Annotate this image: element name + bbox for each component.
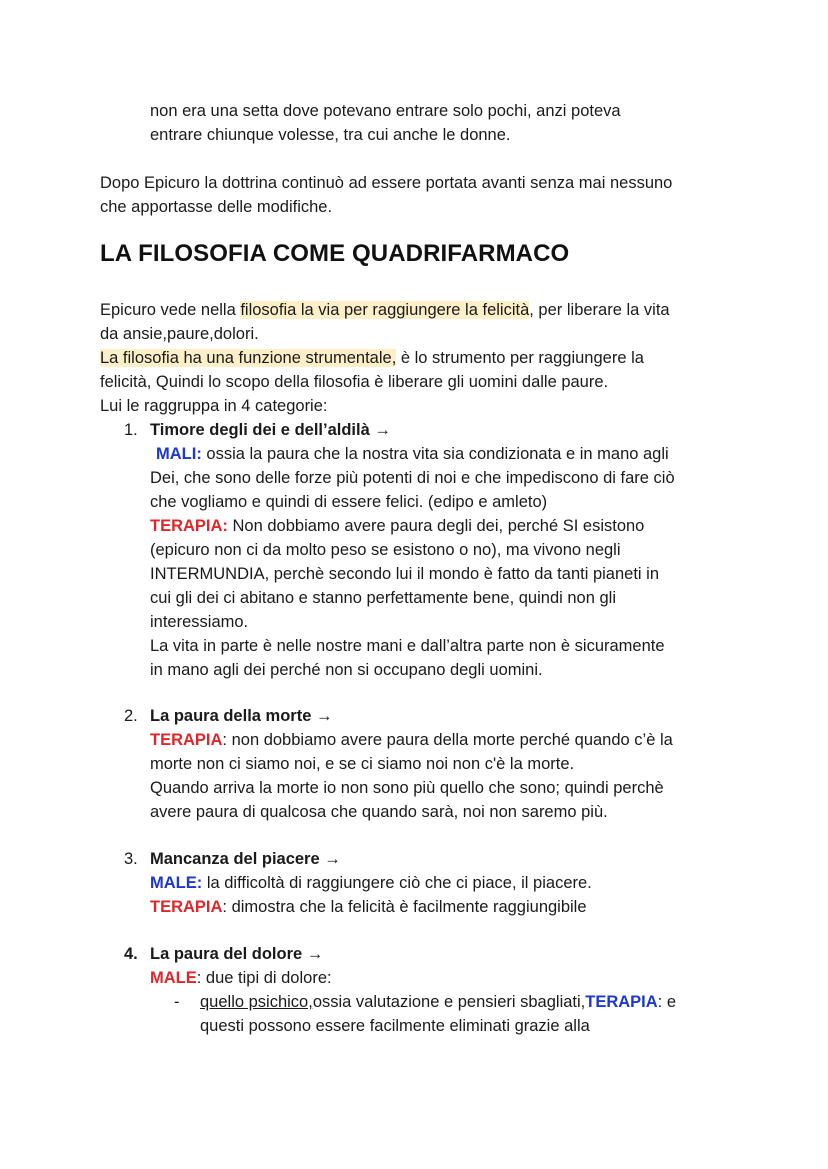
terapia-text-line: in mano agli dei perché non si occupano degli uomini. [150, 661, 543, 679]
male-line [150, 871, 592, 895]
intro-line-2: entrare chiunque volesse, tra cui anche le donne. [150, 126, 511, 144]
list-item-title: La paura della morte → [150, 707, 333, 725]
male-text-line: Dei, che sono delle forze più potenti di noi e che impediscono di fare ciò [150, 469, 675, 487]
paragraph-after-epicuro-2: che apportasse delle modifiche. [100, 198, 333, 216]
body-text: , per liberare la vita [529, 301, 670, 319]
terapia-line [150, 728, 673, 752]
terapia-text-line: avere paura di qualcosa che quando sarà, noi non saremo più. [150, 803, 608, 821]
underlined-text: quello psichico, [200, 993, 313, 1011]
male-label: MALE [150, 969, 197, 987]
male-line [156, 442, 669, 466]
highlighted-text: filosofia la via per raggiungere la felicità [240, 301, 530, 319]
terapia-text: : dimostra che la felicità è facilmente raggiungibile [222, 898, 587, 916]
intro-line-1: non era una setta dove potevano entrare solo pochi, anzi poteva [150, 102, 621, 120]
male-label: MALE: [150, 874, 203, 892]
terapia-text-line: cui gli dei ci abitano e stanno perfettamente bene, quindi non gli [150, 589, 616, 607]
terapia-line [150, 895, 587, 919]
section-heading: LA FILOSOFIA COME QUADRIFARMACO [100, 240, 570, 267]
terapia-text-line: La vita in parte è nelle nostre mani e dall’altra parte non è sicuramente [150, 637, 665, 655]
terapia-text: Non dobbiamo avere paura degli dei, perché SI esistono [227, 517, 645, 535]
terapia-line [150, 514, 644, 538]
terapia-text-line: morte non ci siamo noi, e se ci siamo noi non c'è la morte. [150, 755, 575, 773]
terapia-label: TERAPIA [150, 898, 223, 916]
list-item-title: La paura del dolore → [150, 945, 324, 963]
male-text-line: che vogliamo e quindi di essere felici. (edipo e amleto) [150, 493, 548, 511]
male-text: la difficoltà di raggiungere ciò che ci piace, il piacere. [202, 874, 592, 892]
list-number: 4. [124, 945, 138, 963]
body-line-4: felicità, Quindi lo scopo della filosofia è liberare gli uomini dalle paure. [100, 373, 609, 391]
list-number: 1. [124, 421, 138, 439]
sub-list-dash: - [174, 993, 180, 1011]
terapia-text-line: (epicuro non ci da molto peso se esistono o no), ma vivono negli [150, 541, 621, 559]
body-text: è lo strumento per raggiungere la [396, 349, 644, 367]
terapia-text-line: INTERMUNDIA, perchè secondo lui il mondo è fatto da tanti pianeti in [150, 565, 660, 583]
body-line-1 [100, 298, 670, 322]
sub-text: ossia valutazione e pensieri sbagliati, [312, 993, 586, 1011]
body-line-2: da ansie,paure,dolori. [100, 325, 259, 343]
sub-text-line: questi possono essere facilmente eliminati grazie alla [200, 1017, 590, 1035]
terapia-text-line: interessiamo. [150, 613, 249, 631]
terapia-label: TERAPIA [150, 731, 223, 749]
terapia-text-line: Quando arriva la morte io non sono più quello che sono; quindi perchè [150, 779, 664, 797]
male-line [150, 966, 332, 990]
body-line-3 [100, 346, 644, 370]
male-text: ossia la paura che la nostra vita sia condizionata e in mano agli [201, 445, 669, 463]
terapia-text: : non dobbiamo avere paura della morte perché quando c’è la [222, 731, 673, 749]
list-item-title: Timore degli dei e dell’aldilà → [150, 421, 391, 439]
highlighted-text: La filosofia ha una funzione strumentale, [100, 349, 397, 367]
male-label: MALI: [156, 445, 202, 463]
body-line-5: Lui le raggruppa in 4 categorie: [100, 397, 328, 415]
paragraph-after-epicuro-1: Dopo Epicuro la dottrina continuò ad essere portata avanti senza mai nessuno [100, 174, 673, 192]
list-number: 2. [124, 707, 138, 725]
body-text: Epicuro vede nella [100, 301, 241, 319]
sub-list-item [200, 990, 676, 1014]
list-item-title: Mancanza del piacere → [150, 850, 341, 868]
male-text: : due tipi di dolore: [196, 969, 332, 987]
terapia-label: TERAPIA: [150, 517, 228, 535]
terapia-label: TERAPIA [585, 993, 658, 1011]
sub-text: : e [657, 993, 677, 1011]
list-number: 3. [124, 850, 138, 868]
